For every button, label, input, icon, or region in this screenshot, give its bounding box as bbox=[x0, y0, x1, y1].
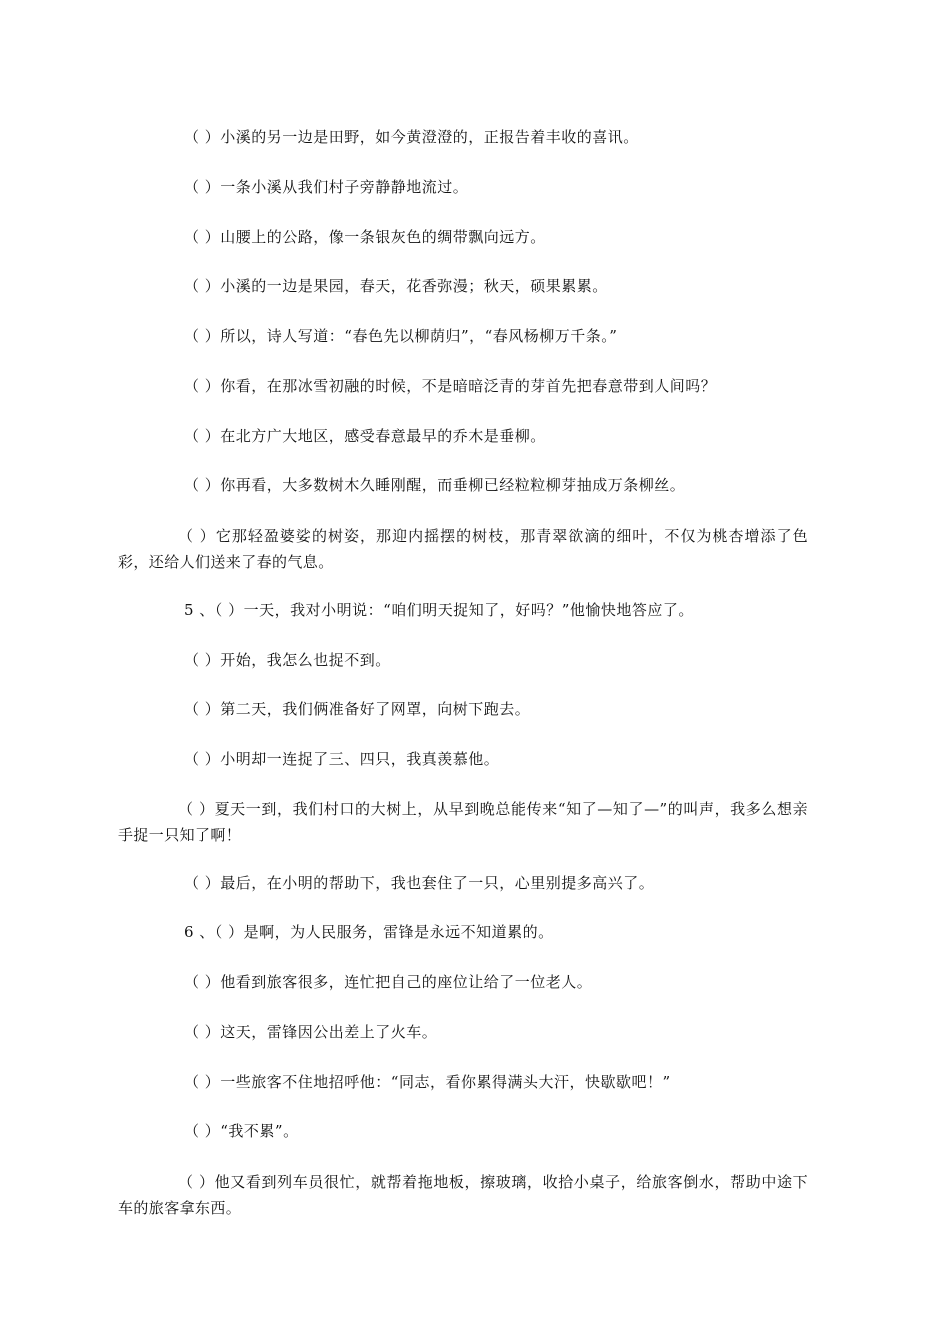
sentence-line: （ ）你看，在那冰雪初融的时候，不是暗暗泛青的芽首先把春意带到人间吗？ bbox=[184, 377, 717, 395]
sentence-line: （ ）开始，我怎么也捉不到。 bbox=[184, 651, 391, 669]
sentence-line: （ ）小溪的一边是果园，春天，花香弥漫；秋天，硕果累累。 bbox=[184, 277, 608, 295]
sentence-line: （ ）这天，雷锋因公出差上了火车。 bbox=[184, 1023, 438, 1041]
sentence-line: （ ）最后，在小明的帮助下，我也套住了一只，心里别提多高兴了。 bbox=[184, 874, 655, 892]
sentence-line: （ ）所以，诗人写道：“春色先以柳荫归”，“春风杨柳万千条。” bbox=[184, 327, 618, 345]
sentence-line: （ ）他看到旅客很多，连忙把自己的座位让给了一位老人。 bbox=[184, 973, 593, 991]
sentence-line: （ ）一些旅客不住地招呼他：“同志，看你累得满头大汗，快歇歇吧！” bbox=[184, 1073, 671, 1091]
sentence-line: （ ）一条小溪从我们村子旁静静地流过。 bbox=[184, 178, 469, 196]
sentence-line: （ ）小明却一连捉了三、四只，我真羡慕他。 bbox=[184, 750, 500, 768]
question-5-line: 5 、（ ）一天，我对小明说：“咱们明天捉知了，好吗？”他愉快地答应了。 bbox=[184, 601, 694, 619]
sentence-line: （ ）你再看，大多数树木久睡刚醒，而垂柳已经粒粒柳芽抽成万条柳丝。 bbox=[184, 476, 686, 494]
sentence-line: （ ）第二天，我们俩准备好了网罩，向树下跑去。 bbox=[184, 700, 531, 718]
sentence-paragraph: （ ）夏天一到，我们村口的大树上，从早到晚总能传来“知了—知了—”的叫声，我多么想亲手捉一只知了啊！ bbox=[118, 800, 808, 844]
sentence-paragraph: （ ）它那轻盈婆娑的树姿，那迎内摇摆的树枝，那青翠欲滴的细叶，不仅为桃杏增添了色彩，还给人们送来了春的气息。 bbox=[118, 527, 808, 571]
sentence-line: （ ）在北方广大地区，感受春意最早的乔木是垂柳。 bbox=[184, 427, 546, 445]
sentence-line: （ ）山腰上的公路，像一条银灰色的绸带飘向远方。 bbox=[184, 228, 546, 246]
sentence-paragraph: （ ）他又看到列车员很忙，就帮着拖地板，擦玻璃，收拾小桌子，给旅客倒水，帮助中途下车的旅客拿东西。 bbox=[118, 1173, 808, 1217]
question-6-line: 6 、（ ）是啊，为人民服务，雷锋是永远不知道累的。 bbox=[184, 923, 554, 941]
sentence-line: （ ）小溪的另一边是田野，如今黄澄澄的，正报告着丰收的喜讯。 bbox=[184, 128, 639, 146]
sentence-line: （ ）“我不累”。 bbox=[184, 1122, 299, 1140]
